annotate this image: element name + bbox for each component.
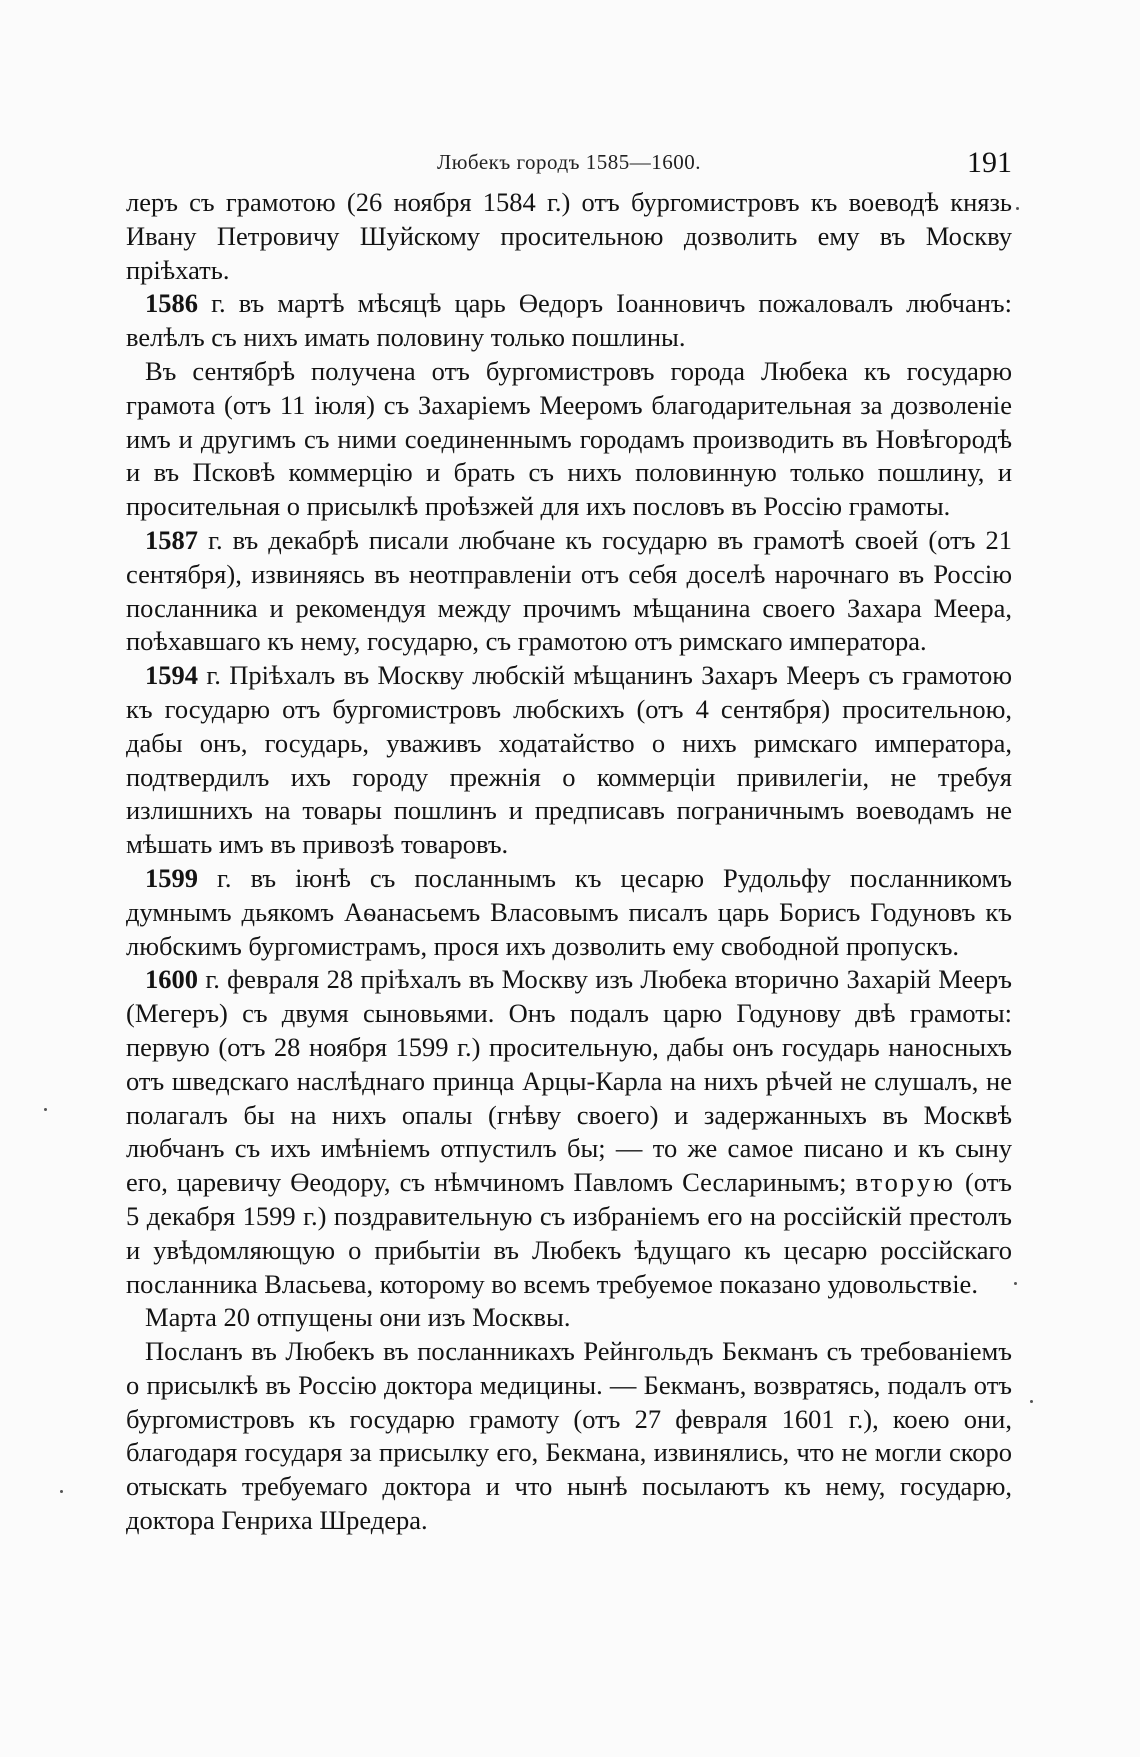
print-speck <box>60 1490 63 1493</box>
year-heading: 1586 <box>145 288 198 319</box>
paragraph-text: Посланъ въ Любекъ въ посланникахъ Рейнгольдъ Бекманъ съ требованіемъ о присылкѣ въ Россію доктора медицины. — Бекманъ, возвратясь, подалъ отъ бургомистровъ къ государю грамоту (отъ 27 февраля 1601 г.), коею они, благодаря государя за присылку его, Бекмана, извинялись, что не могли скоро отыскать требуемаго доктора и что нынѣ посылаютъ къ нему, государю, доктора Генриха Шредера. <box>126 1336 1012 1536</box>
paragraph <box>126 524 1012 659</box>
print-speck <box>1016 207 1019 210</box>
paragraph-text: леръ съ грамотою (26 ноября 1584 г.) отъ бургомистровъ къ воеводѣ князь Ивану Петровичу Шуйскому просительною дозволить ему въ Москву пріѣхать. <box>126 187 1012 285</box>
print-speck <box>1030 1400 1033 1403</box>
year-heading: 1599 <box>145 862 198 893</box>
year-heading: 1600 <box>145 964 198 995</box>
paragraph <box>126 1301 1012 1335</box>
year-heading: 1587 <box>145 524 198 555</box>
paragraph <box>126 862 1012 963</box>
print-speck <box>44 1108 47 1111</box>
paragraph-text: г. въ мартѣ мѣсяцѣ царь Өедоръ Іоанновичъ пожаловалъ любчанъ: велѣлъ съ нихъ имать половину только пошлины. <box>126 288 1012 353</box>
paragraph <box>126 287 1012 355</box>
paragraph <box>126 355 1012 524</box>
page-number: 191 <box>967 146 1012 179</box>
year-heading: 1594 <box>145 660 198 691</box>
paragraph <box>126 1335 1012 1538</box>
running-head <box>126 146 1012 180</box>
paragraph-text: г. въ іюнѣ съ посланнымъ къ цесарю Рудольфу посланникомъ думнымъ дьякомъ Аѳанасьемъ Власовымъ писалъ царь Борисъ Годуновъ къ любскимъ бургомистрамъ, прося ихъ дозволить ему свободной пропускъ. <box>126 862 1012 961</box>
paragraph-text-continued: (отъ 5 декабря 1599 г.) поздравительную съ избраніемъ его на россійскій престолъ и увѣдомляющую о прибытіи въ Любекъ ѣдущаго къ цесарю россійскаго посланника Власьева, которому во всемъ требуемое показано удовольствіе. <box>126 1167 1012 1299</box>
running-title: Любекъ городъ 1585—1600. <box>437 150 701 174</box>
paragraph-text: Марта 20 отпущены они изъ Москвы. <box>145 1302 571 1333</box>
paragraph-text: г. февраля 28 пріѣхалъ въ Москву изъ Любека вторично Захарій Мееръ (Мегеръ) съ двумя сыновьями. Онъ подалъ царю Годунову двѣ грамоты: первую (отъ 28 ноября 1599 г.) просительную, дабы онъ государь наносныхъ отъ шведскаго наслѣднаго принца Арцы-Карла на нихъ рѣчей не слушалъ, не полагалъ бы на нихъ опалы (гнѣву своего) и задержанныхъ въ Москвѣ любчанъ съ ихъ имѣніемъ отпустилъ бы; — то же самое писано и къ сыну его, царевичу Өеодору, съ нѣмчиномъ Павломъ Сесларинымъ; <box>126 964 1012 1198</box>
print-speck <box>1014 1282 1017 1285</box>
paragraph <box>126 186 1012 287</box>
paragraph-text: Въ сентябрѣ получена отъ бургомистровъ города Любека къ государю грамота (отъ 11 іюля) съ Захаріемъ Мееромъ благодарительная за дозволеніе имъ и другимъ съ ними соединеннымъ городамъ производить въ Новѣгородѣ и въ Псковѣ коммерцію и брать съ нихъ половинную только пошлину, и просительная о присылкѣ проѣзжей для ихъ пословъ въ Россію грамоты. <box>126 355 1012 522</box>
paragraph <box>126 963 1012 1301</box>
body-text <box>126 186 1012 1538</box>
spaced-emphasis: вторую <box>855 1167 956 1198</box>
paragraph <box>126 659 1012 862</box>
paragraph-text: г. Пріѣхалъ въ Москву любскій мѣщанинъ Захаръ Мееръ съ грамотою къ государю отъ бургомистровъ любскихъ (отъ 4 сентября) просительною, дабы онъ, государь, уваживъ ходатайство о нихъ римскаго императора, подтвердилъ ихъ городу прежнія о коммерціи привилегіи, не требуя излишнихъ на товары пошлинъ и предписавъ пограничнымъ воеводамъ не мѣшать имъ въ привозѣ товаровъ. <box>126 660 1012 860</box>
paragraph-text: г. въ декабрѣ писали любчане къ государю въ грамотѣ своей (отъ 21 сентября), извиняясь въ неотправленіи отъ себя доселѣ нарочнаго въ Россію посланника и рекомендуя между прочимъ мѣщанина своего Захара Меера, поѣхавшаго къ нему, государю, съ грамотою отъ римскаго императора. <box>126 524 1012 657</box>
